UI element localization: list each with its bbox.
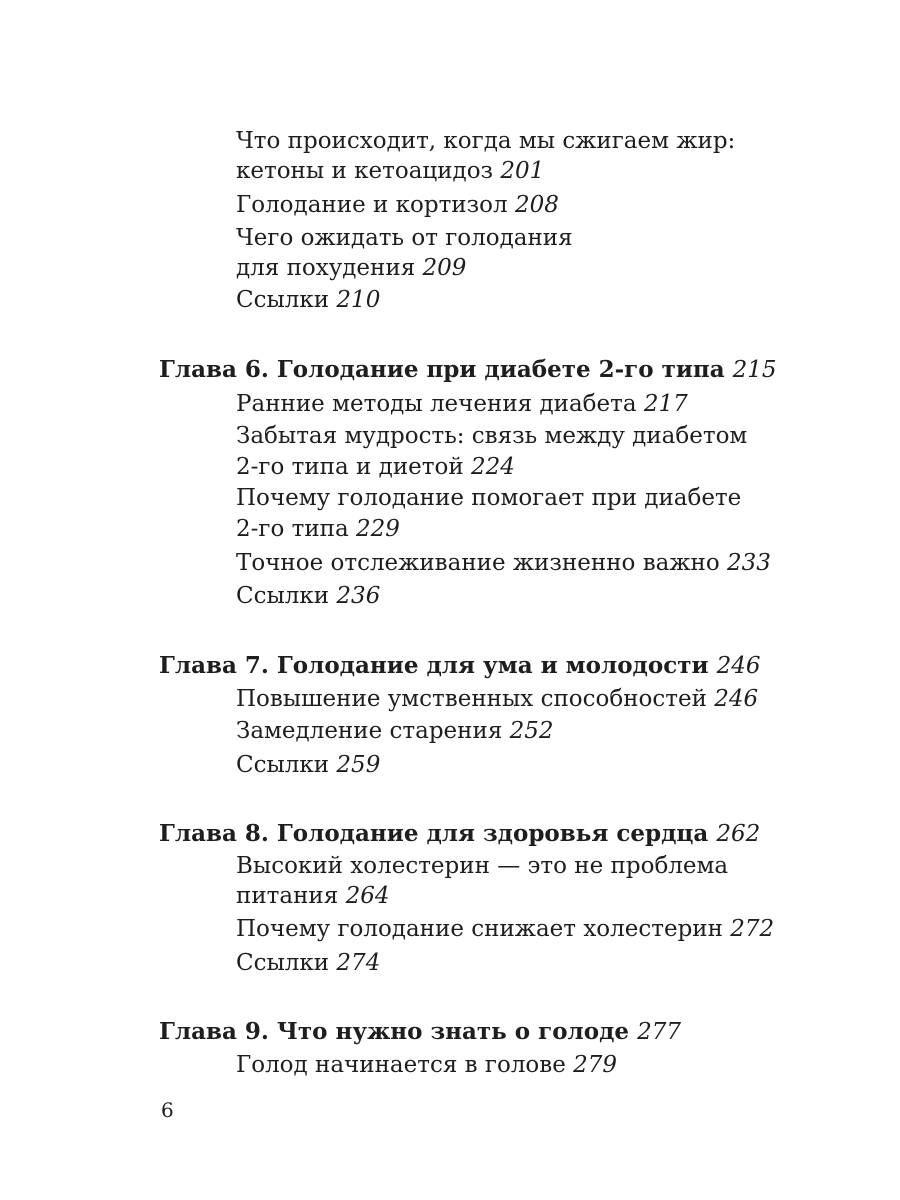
toc-entry (236, 130, 735, 153)
chapter-page-number: 246 (716, 653, 761, 679)
entry-page-number: 264 (345, 883, 390, 909)
entry-text: Ранние методы лечения диабета (236, 391, 637, 417)
toc-entry-cont (236, 456, 515, 479)
toc-entry (236, 289, 380, 312)
entry-page-number: 236 (336, 583, 381, 609)
entry-text: питания (236, 883, 339, 909)
chapter-page-number: 262 (716, 821, 761, 847)
chapter-title: Глава 6. Голодание при диабете 2-го типа (159, 356, 725, 383)
toc-entry (236, 688, 758, 711)
entry-page-number: 274 (336, 950, 381, 976)
entry-text: Замедление старения (236, 718, 503, 744)
chapter-page-number: 215 (732, 357, 777, 383)
toc-entry-cont (236, 518, 400, 541)
toc-entry (236, 393, 688, 416)
chapter-title: Глава 8. Голодание для здоровья сердца (159, 820, 709, 847)
entry-text: Ссылки (236, 287, 330, 313)
toc-entry (236, 720, 554, 743)
toc-entry (236, 194, 559, 217)
toc-entry (236, 952, 380, 975)
entry-page-number: 272 (730, 916, 775, 942)
entry-text: Голодание и кортизол (236, 192, 508, 218)
entry-text: Почему голодание снижает холестерин (236, 916, 723, 942)
entry-text: Забытая мудрость: связь между диабетом (236, 423, 748, 449)
entry-page-number: 279 (573, 1052, 618, 1078)
entry-text: кетоны и кетоацидоз (236, 158, 494, 184)
entry-text: Почему голодание помогает при диабете (236, 485, 742, 511)
toc-entry-cont (236, 257, 466, 280)
entry-page-number: 252 (509, 718, 554, 744)
entry-text: Высокий холестерин — это не проблема (236, 853, 729, 879)
toc-entry (236, 552, 771, 575)
toc-entry (236, 487, 741, 510)
entry-text: Точное отслеживание жизненно важно (236, 550, 720, 576)
toc-entry-cont (236, 885, 389, 908)
entry-text: для похудения (236, 255, 416, 281)
entry-page-number: 201 (500, 158, 545, 184)
entry-text: Что происходит, когда мы сжигаем жир: (236, 128, 736, 154)
entry-page-number: 246 (714, 686, 759, 712)
toc-entry (236, 227, 573, 250)
page-number: 6 (161, 1098, 174, 1122)
chapter-page-number: 277 (637, 1019, 681, 1045)
entry-text: 2-го типа и диетой (236, 454, 464, 480)
entry-text: Чего ожидать от голодания (236, 225, 573, 251)
toc-entry (236, 585, 380, 608)
entry-text: Голод начинается в голове (236, 1052, 566, 1078)
chapter-heading (159, 654, 760, 678)
toc-entry (236, 1054, 617, 1077)
entry-page-number: 208 (514, 192, 559, 218)
chapter-heading (159, 358, 777, 382)
entry-text: Ссылки (236, 752, 330, 778)
entry-page-number: 233 (727, 550, 771, 576)
toc-entry (236, 425, 747, 448)
entry-page-number: 210 (336, 287, 381, 313)
entry-page-number: 224 (470, 454, 515, 480)
chapter-title: Глава 7. Голодание для ума и молодости (159, 652, 709, 679)
entry-page-number: 259 (336, 752, 381, 778)
chapter-title: Глава 9. Что нужно знать о голоде (159, 1018, 630, 1045)
toc-entry (236, 855, 728, 878)
entry-page-number: 209 (422, 255, 467, 281)
toc-entry-cont (236, 160, 544, 183)
toc-entry (236, 754, 380, 777)
chapter-heading (159, 1020, 681, 1044)
entry-page-number: 229 (356, 516, 400, 542)
entry-page-number: 217 (643, 391, 688, 417)
entry-text: Ссылки (236, 583, 330, 609)
entry-text: Повышение умственных способностей (236, 686, 707, 712)
entry-text: 2-го типа (236, 516, 349, 542)
toc-entry (236, 918, 774, 941)
entry-text: Ссылки (236, 950, 330, 976)
chapter-heading (159, 822, 760, 846)
